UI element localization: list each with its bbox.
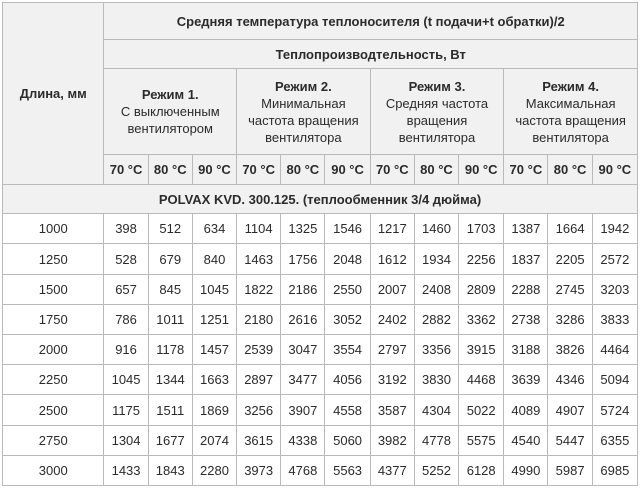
value-cell: 1869 (192, 395, 236, 425)
temperature-header-cell: 80 °C (414, 154, 458, 184)
value-cell: 5094 (592, 365, 637, 395)
value-cell: 5724 (592, 395, 637, 425)
mode-description-line: Максимальная (525, 95, 616, 111)
value-cell: 1677 (148, 425, 192, 455)
value-cell: 4056 (325, 365, 370, 395)
value-cell: 1843 (148, 455, 192, 485)
value-cell: 1663 (192, 365, 236, 395)
heat-output-table (2, 2, 638, 486)
length-cell: 3000 (3, 455, 104, 485)
value-cell: 3830 (414, 365, 458, 395)
value-cell: 840 (192, 244, 236, 274)
value-cell: 3826 (548, 335, 592, 365)
length-cell: 2250 (3, 365, 104, 395)
table-row (3, 335, 638, 365)
mode-header-3 (370, 69, 504, 155)
value-cell: 4778 (414, 425, 458, 455)
value-cell: 1251 (192, 304, 236, 334)
value-cell: 5252 (414, 455, 458, 485)
value-cell: 2074 (192, 425, 236, 455)
mode-title: Режим 1. (141, 87, 199, 103)
value-cell: 1175 (104, 395, 148, 425)
table-row (3, 455, 638, 485)
value-cell: 4540 (504, 425, 548, 455)
value-cell: 4464 (592, 335, 637, 365)
value-cell: 1756 (281, 244, 325, 274)
value-cell: 6128 (459, 455, 504, 485)
mode-title: Режим 3. (408, 78, 466, 94)
table-body (3, 3, 638, 486)
value-cell: 916 (104, 335, 148, 365)
value-cell: 1511 (148, 395, 192, 425)
value-cell: 1217 (370, 214, 414, 244)
value-cell: 5987 (548, 455, 592, 485)
length-cell: 1250 (3, 244, 104, 274)
value-cell: 1045 (104, 365, 148, 395)
value-cell: 3286 (548, 304, 592, 334)
value-cell: 657 (104, 274, 148, 304)
value-cell: 5575 (459, 425, 504, 455)
length-cell: 2750 (3, 425, 104, 455)
value-cell: 679 (148, 244, 192, 274)
value-cell: 3973 (237, 455, 281, 485)
value-cell: 1837 (504, 244, 548, 274)
value-cell: 4346 (548, 365, 592, 395)
length-cell: 1500 (3, 274, 104, 304)
value-cell: 2408 (414, 274, 458, 304)
value-cell: 1942 (592, 214, 637, 244)
table-row (3, 304, 638, 334)
value-cell: 2048 (325, 244, 370, 274)
value-cell: 3915 (459, 335, 504, 365)
value-cell: 1433 (104, 455, 148, 485)
value-cell: 1178 (148, 335, 192, 365)
model-name: POLVAX KVD. 300.125. (теплообменник 3/4 дюйма) (3, 185, 638, 214)
value-cell: 3188 (504, 335, 548, 365)
value-cell: 1045 (192, 274, 236, 304)
value-cell: 1104 (237, 214, 281, 244)
table-row (3, 274, 638, 304)
value-cell: 3203 (592, 274, 637, 304)
value-cell: 1325 (281, 214, 325, 244)
mode-description-line: вентилятора (265, 129, 342, 145)
table-row (3, 244, 638, 274)
value-cell: 4768 (281, 455, 325, 485)
value-cell: 2797 (370, 335, 414, 365)
value-cell: 3554 (325, 335, 370, 365)
value-cell: 4990 (504, 455, 548, 485)
value-cell: 3907 (281, 395, 325, 425)
value-cell: 4907 (548, 395, 592, 425)
value-cell: 2809 (459, 274, 504, 304)
value-cell: 2205 (548, 244, 592, 274)
mode-header-4 (504, 69, 638, 155)
value-cell: 4377 (370, 455, 414, 485)
value-cell: 2402 (370, 304, 414, 334)
table-row (3, 425, 638, 455)
value-cell: 2288 (504, 274, 548, 304)
value-cell: 1460 (414, 214, 458, 244)
value-cell: 5060 (325, 425, 370, 455)
temperature-header-cell: 70 °C (370, 154, 414, 184)
value-cell: 2882 (414, 304, 458, 334)
value-cell: 1463 (237, 244, 281, 274)
value-cell: 1304 (104, 425, 148, 455)
value-cell: 5447 (548, 425, 592, 455)
length-header: Длина, мм (3, 3, 104, 185)
mode-description-line: вентилятором (127, 121, 213, 137)
value-cell: 3587 (370, 395, 414, 425)
mode-description-line: вентилятора (532, 129, 609, 145)
value-cell: 528 (104, 244, 148, 274)
value-cell: 1387 (504, 214, 548, 244)
mode-title: Режим 4. (542, 78, 599, 94)
value-cell: 4558 (325, 395, 370, 425)
mode-description-line: частота вращения (248, 112, 359, 128)
value-cell: 6355 (592, 425, 637, 455)
value-cell: 4304 (414, 395, 458, 425)
value-cell: 3477 (281, 365, 325, 395)
value-cell: 2007 (370, 274, 414, 304)
temperature-header-cell: 80 °C (148, 154, 192, 184)
table-row (3, 395, 638, 425)
heat-output-header: Теплопроизводтельность, Вт (104, 40, 638, 69)
value-cell: 2550 (325, 274, 370, 304)
value-cell: 3052 (325, 304, 370, 334)
value-cell: 2897 (237, 365, 281, 395)
value-cell: 1612 (370, 244, 414, 274)
value-cell: 1703 (459, 214, 504, 244)
value-cell: 1822 (237, 274, 281, 304)
length-cell: 1750 (3, 304, 104, 334)
temperature-header-cell: 90 °C (325, 154, 370, 184)
temperature-header-cell: 70 °C (104, 154, 148, 184)
value-cell: 3192 (370, 365, 414, 395)
value-cell: 6985 (592, 455, 637, 485)
mode-description-line: Минимальная (261, 95, 346, 111)
table-row (3, 214, 638, 244)
value-cell: 3615 (237, 425, 281, 455)
value-cell: 1011 (148, 304, 192, 334)
length-cell: 2000 (3, 335, 104, 365)
temperature-header-cell: 90 °C (459, 154, 504, 184)
table-title: Средняя температура теплоносителя (t подачи+t обратки)/2 (104, 3, 638, 40)
value-cell: 2616 (281, 304, 325, 334)
temperature-header-cell: 80 °C (548, 154, 592, 184)
value-cell: 2180 (237, 304, 281, 334)
value-cell: 1344 (148, 365, 192, 395)
value-cell: 2572 (592, 244, 637, 274)
temperature-header-cell: 90 °C (592, 154, 637, 184)
mode-description-line: Средняя частота (385, 95, 489, 111)
value-cell: 2745 (548, 274, 592, 304)
value-cell: 398 (104, 214, 148, 244)
value-cell: 4089 (504, 395, 548, 425)
value-cell: 634 (192, 214, 236, 244)
mode-description-line: частота вращения (515, 112, 626, 128)
mode-header-1 (104, 69, 237, 155)
value-cell: 2539 (237, 335, 281, 365)
value-cell: 3356 (414, 335, 458, 365)
value-cell: 1934 (414, 244, 458, 274)
value-cell: 786 (104, 304, 148, 334)
value-cell: 2186 (281, 274, 325, 304)
length-cell: 2500 (3, 395, 104, 425)
value-cell: 1664 (548, 214, 592, 244)
value-cell: 1546 (325, 214, 370, 244)
value-cell: 3256 (237, 395, 281, 425)
value-cell: 3362 (459, 304, 504, 334)
mode-description-line: вентилятора (398, 129, 476, 145)
value-cell: 3982 (370, 425, 414, 455)
length-cell: 1000 (3, 214, 104, 244)
value-cell: 1457 (192, 335, 236, 365)
value-cell: 3639 (504, 365, 548, 395)
value-cell: 845 (148, 274, 192, 304)
value-cell: 4338 (281, 425, 325, 455)
value-cell: 2256 (459, 244, 504, 274)
value-cell: 4468 (459, 365, 504, 395)
mode-title: Режим 2. (275, 78, 332, 94)
mode-description-line: С выключенным (120, 104, 220, 120)
temperature-header-cell: 70 °C (237, 154, 281, 184)
value-cell: 3833 (592, 304, 637, 334)
temperature-header-cell: 90 °C (192, 154, 236, 184)
temperature-header-cell: 80 °C (281, 154, 325, 184)
value-cell: 5563 (325, 455, 370, 485)
value-cell: 2280 (192, 455, 236, 485)
value-cell: 512 (148, 214, 192, 244)
mode-description-line: вращения (406, 112, 468, 128)
value-cell: 3047 (281, 335, 325, 365)
table-row (3, 365, 638, 395)
value-cell: 5022 (459, 395, 504, 425)
mode-header-2 (237, 69, 371, 155)
value-cell: 2738 (504, 304, 548, 334)
temperature-header-cell: 70 °C (504, 154, 548, 184)
